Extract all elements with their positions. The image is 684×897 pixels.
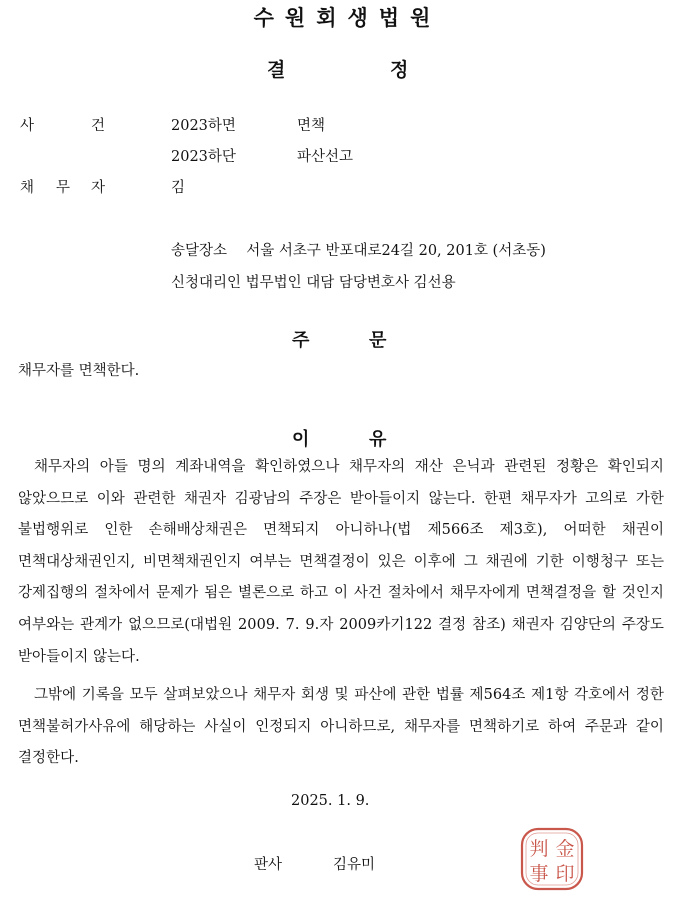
judge-seal-stamp [519,826,585,892]
attorney-label: 신청대리인 [171,275,242,291]
service-address-line [171,241,546,261]
reasons-paragraph: 그밖에 기록을 모두 살펴보았으나 채무자 회생 및 파산에 관한 법률 제564조 제1항 각호에서 정한 면책불허가사유에 해당하는 사실이 인정되지 아니하므로, 채무자를 면책하기로 하여 주문과 같이 결정한다. [18,687,664,767]
order-heading-char: 주 [292,330,310,351]
case-name: 파산선고 [297,149,354,165]
case-number: 2023하단 [171,149,236,165]
case-label-char: 건 [91,118,106,134]
reasons-paragraph: 채무자의 아들 명의 계좌내역을 확인하였으나 채무자의 재산 은닉과 관련된 정황은 확인되지 않았으므로 이와 관련한 채권자 김광남의 주장은 받아들이지 않는다. 한편 채무자가 고의로 가한 불법행위로 인한 손해배상채권은 면책되지 아니하나(법 제566조 제3호), 어떠한 채권이 면책대상채권인지, 비면책채권인지 여부는 면책결정이 있은 이후에 그 채권에 기한 이행청구 또는 강제집행의 절차에서 문제가 됨은 별론으로 하고 이 사건 절차에서 채무자에게 면책결정을 할 것인지 여부와는 관계가 없으므로(대법원 2009. 7. 9.자 2009카기122 결정 참조) 채권자 김양단의 주장도 받아들이지 않는다. [18,459,664,665]
seal-char: 判 [529,838,549,860]
seal-char: 事 [529,863,549,885]
order-heading-char: 문 [369,330,387,351]
court-name: 수원회생법원 [253,6,442,30]
debtor-label-char: 자 [91,180,106,196]
decision-date: 2025. 1. 9. [291,793,370,809]
order-text: 채무자를 면책한다. [18,363,140,379]
judge-title: 판사 [254,857,283,873]
seal-char: 印 [555,863,575,885]
debtor-label-char: 무 [56,180,71,196]
attorney-line [171,273,456,293]
case-number: 2023하면 [171,118,236,134]
reasons-heading-char: 이 [292,429,310,450]
service-address: 서울 서초구 반포대로24길 20, 201호 (서초동) [246,243,546,259]
seal-char: 金 [555,838,575,860]
document-type-char-1: 결 [267,59,286,81]
judge-name: 김유미 [333,857,376,873]
reasons-heading-char: 유 [369,429,387,450]
case-label-char: 사 [20,118,35,134]
attorney-name: 법무법인 대담 담당변호사 김선용 [245,275,456,291]
service-address-label: 송달장소 [171,243,228,259]
debtor-label-char: 채 [20,180,35,196]
debtor-name: 김 [171,180,186,196]
document-type-char-2: 정 [390,59,409,81]
case-name: 면책 [297,118,326,134]
